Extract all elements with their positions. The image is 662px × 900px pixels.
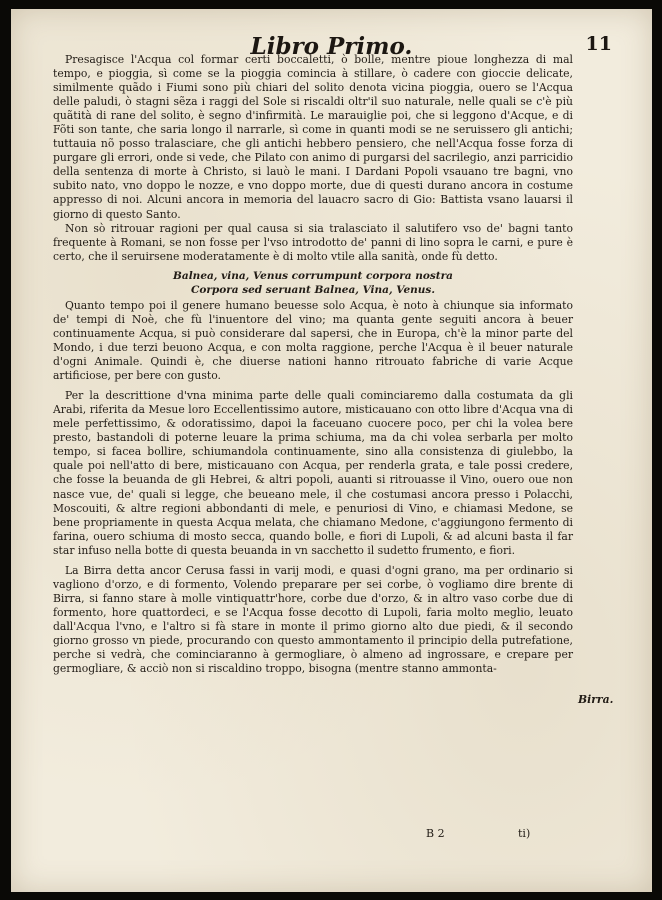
running-head: Libro Primo. — [250, 33, 413, 60]
page-number: 11 — [585, 33, 612, 55]
paragraph-baths: Non sò ritrouar ragioni per qual causa si sia tralasciato il salutifero vso de' bagni tanto frequente à Romani, se non fosse per l'vso introdotto de' panni di lino sopra le carni, e pure è certo, che il seruirsene moderatamente è di molto vtile alla sanità, onde fù detto. — [53, 221, 573, 263]
signature-mark: B 2 — [426, 827, 445, 840]
paragraph-beer: La Birra detta ancor Cerusa fassi in varij modi, e quasi d'ogni grano, ma per ordinario si vagliono d'orzo, e di formento, Volendo preparare per sei corbe, ò vogliamo dire brente di Birra, si fanno stare à molle vintiquattr'hore, corbe due d'orzo, & in altro vaso corbe due di formento, hore quattordeci, e se l'Acqua fosse decotto di Lupoli, faria molto meglio, leuato dall'Acqua l'vno, e l'altro si fà stare in monte il primo giorno alto due piedi, & il secondo giorno grosso vn piede, procurando con questo ammontamento il principio della putrefatione, perche si vedrà, che cominciaranno à germogliare, ò almeno ad ingrossare, e crepare per germogliare, & acciò non si riscaldino troppo, bisogna (mentre stanno ammonta- — [53, 563, 573, 676]
paragraph-water-drinkers: Quanto tempo poi il genere humano beuesse solo Acqua, è noto à chiunque sia informato de' tempi di Noè, che fù l'inuentore del vino; ma quanta gente seguiti ancora à beuer continuamente Acqua, si può considerare dal sapersi, che in Europa, ch'è la minor parte del Mondo, i due terzi beuono Acqua, e con molta raggione, perche l'Acqua è il beuer naturale d'ogni Animale. Quindi è, che diuerse nationi hanno ritrouato fabriche di varie Acque artificiose, per bere con gusto. — [53, 298, 573, 383]
margin-note-birra: Birra. — [578, 693, 614, 706]
paragraph-mead: Per la descrittione d'vna minima parte delle quali cominciaremo dalla costumata da gli Arabi, riferita da Mesue loro Eccellentissimo autore, misticauano con otto libre d'Acqua vna di mele perfettissimo, & odoratissimo, dapoi la faceuano cuocere poco, per chi la volea bere presto, bastandoli di poterne leuare la prima schiuma, ma da chi volea serbarla per molto tempo, si facea bollire, schiumandola continuamente, sino alla consistenza di giulebbo, la quale poi nell'atto di bere, misticauano con Acqua, per renderla grata, e tale possi credere, che fosse la beuanda de gli Hebrei, & altri popoli, auanti si ritrouasse il Vino, ouero oue non nasce vue, de' quali si legge, che beueano mele, il che costumasi ancora presso i Polacchi, Moscouiti, & altre regioni abbondanti di mele, e penuriosi di Vino, e chiamasi Medone, se bene propriamente in questa Acqua melata, che chiamano Medone, c'aggiungono fermento di farina, ouero schiuma di mosto secca, quando bolle, e fiori di Lupoli, & ad alcuni basta il far star infuso nella botte di questa beuanda in vn sacchetto il sudetto frumento, e fiori. — [53, 389, 573, 557]
page-sheet — [11, 9, 652, 892]
paragraph-water-omens: Presagisce l'Acqua col formar certi boccaletti, ò bolle, mentre pioue longhezza di mal tempo, e pioggia, sì come se la pioggia comincia à stillare, ò cadere con gioccie delicate, similmente quãdo i Fiumi sono più chiari del solito denota vicina pioggia, ouero se l'Acqua delle paludi, ò stagni sẽza i raggi del Sole si riscaldi oltr'il suo naturale, nelle quali se c'è più quãtità di rane del solito, è segno d'infirmità. Le marauiglie poi, che si leggono d'Acque, e di Fõti son tante, che saria longo il narrarle, sì come in quanti modi se ne seruissero gli antichi; tuttauia nõ posso tralasciare, che gli antichi hebbero pensiero, che nell'Acqua fosse forza di purgare gli errori, onde si vede, che Pilato con animo di purgarsi del sacrilegio, anzi parricidio della sentenza di morte à Christo, si lauò le mani. I Dardani Popoli vsauano tre bagni, vno subito nato, vno doppo le nozze, e vno doppo morte, due di questi durano ancora in costume appresso di noi. Alcuni ancora in memoria del lauacro sacro di Gio: Battista vsano lauarsi il giorno di questo Santo. — [53, 53, 573, 221]
verse-line-1: Balnea, vina, Venus corrumpunt corpora nostra — [173, 269, 453, 282]
body-text — [53, 53, 573, 676]
latin-verse — [53, 269, 573, 297]
catchword: ti) — [518, 827, 531, 840]
verse-line-2: Corpora sed seruant Balnea, Vina, Venus. — [190, 283, 435, 296]
